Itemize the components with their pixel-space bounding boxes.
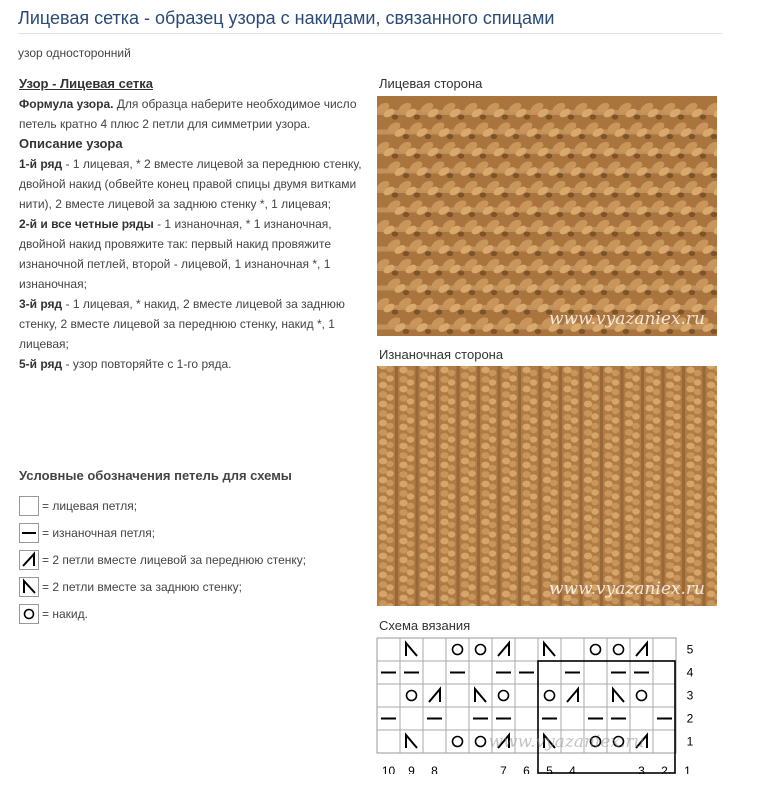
row-instruction [19,354,369,374]
row-label: 3-й ряд [19,297,63,311]
legend-text: = лицевая петля; [42,499,138,513]
row-text: - 1 лицевая, * накид, 2 вместе лицевой за заднюю стенку, 2 вместе лицевой за переднюю стенку, накид *, 1 лицевая; [19,297,345,351]
knitting-chart [376,634,722,774]
legend-item-yarn-over [19,603,88,625]
legend-item-k2tog-back [19,576,242,598]
legend-text: = 2 петли вместе за заднюю стенку; [42,580,242,594]
legend-item-purl [19,522,155,544]
column-number-label: 5 [546,764,553,774]
photo-watermark: www.vyazaniex.ru [549,579,705,599]
legend-text: = изнаночная петля; [42,526,156,540]
row-instruction [19,154,369,214]
row-label: 5-й ряд [19,357,63,371]
row-text: - узор повторяйте с 1-го ряда. [62,357,232,371]
chart-watermark: www.vyazaniex.ru [488,732,645,752]
legend-item-knit [19,495,137,517]
pattern-description [19,74,369,374]
description-heading: Описание узора [19,136,123,151]
column-number-label: 1 [684,764,691,774]
k2tog-back-icon [19,577,39,597]
row-label: 2-й и все четные ряды [19,217,154,231]
column-number-label: 3 [638,764,645,774]
front-side-photo [377,96,717,336]
column-number-label: 4 [569,764,576,774]
row-number-label: 4 [686,665,694,680]
page-subtitle: узор односторонний [18,46,131,60]
row-number-label: 2 [686,711,694,726]
formula-text: Для образца наберите необходимое число петель кратно 4 плюс 2 петли для симметрии узора. [19,97,357,131]
row-instruction [19,214,369,294]
row-text: - 1 лицевая, * 2 вместе лицевой за переднюю стенку, двойной накид (обвейте конец правой спицы двумя витками нити), 2 вместе лицевой за заднюю стенку *, 1 лицевая; [19,157,362,211]
column-number-label: 10 [381,764,396,774]
legend-item-k2tog-front [19,549,306,571]
column-number-label: 8 [431,764,438,774]
page-title: Лицевая сетка - образец узора с накидами, связанного спицами [18,8,555,28]
column-number-label: 6 [523,764,530,774]
section-title: Узор - Лицевая сетка [19,76,153,91]
photo-watermark: www.vyazaniex.ru [549,309,705,329]
legend-text: = накид. [42,607,88,621]
formula-paragraph [19,94,369,134]
row-instruction [19,294,369,354]
legend-text: = 2 петли вместе лицевой за переднюю стенку; [42,553,307,567]
back-side-photo [377,366,717,606]
row-number-label: 1 [686,734,694,749]
formula-label: Формула узора. [19,97,114,111]
legend-title: Условные обозначения петель для схемы [19,468,292,483]
column-number-label: 7 [500,764,507,774]
row-number-label: 5 [686,642,694,657]
knit-square-icon [19,496,39,516]
chart-caption: Схема вязания [379,618,471,633]
back-side-caption: Изнаночная сторона [379,347,504,362]
front-side-caption: Лицевая сторона [379,76,483,91]
yarn-over-icon [19,604,39,624]
title-divider [18,33,722,34]
purl-dash-icon [19,523,39,543]
row-number-label: 3 [686,688,694,703]
row-label: 1-й ряд [19,157,63,171]
row-text: - 1 изнаночная, * 1 изнаночная, двойной накид провяжите так: первый накид провяжите изнаночной петлей, второй - лицевой, 1 изнаночная *, 1 изнаночная; [19,217,332,291]
column-number-label: 2 [661,764,668,774]
k2tog-front-icon [19,550,39,570]
column-number-label: 9 [408,764,415,774]
